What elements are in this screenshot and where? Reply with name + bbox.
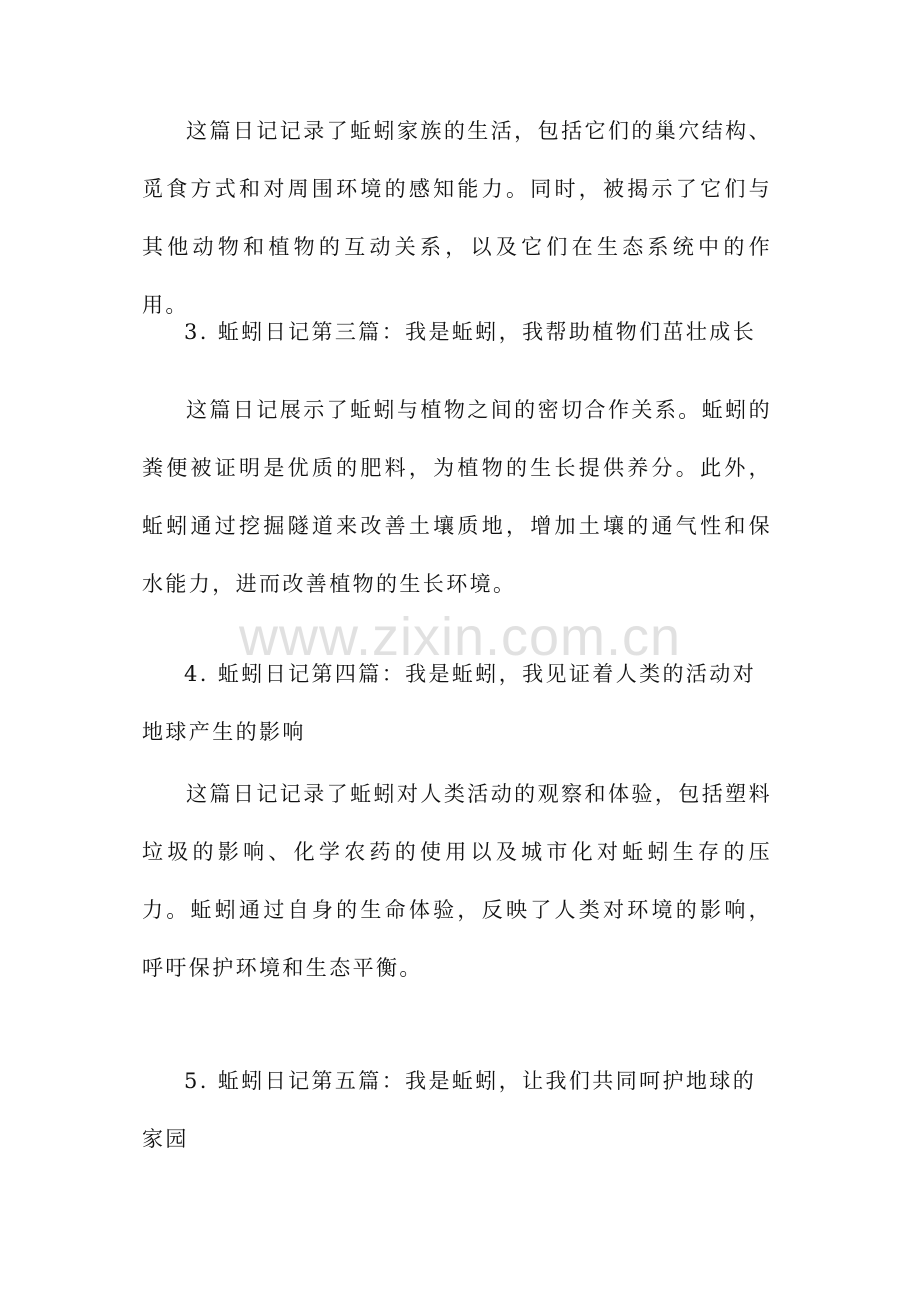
paragraph-plant-cooperation: 这篇日记展示了蚯蚓与植物之间的密切合作关系。蚯蚓的粪便被证明是优质的肥料，为植物的生长提供养分。此外，蚯蚓通过挖掘隧道来改善土壤质地，增加土壤的通气性和保水能力，进而改善植物的生长环境。 — [142, 398, 772, 596]
heading-diary-4: 4. 蚯蚓日记第四篇：我是蚯蚓，我见证着人类的活动对地球产生的影响 — [142, 662, 757, 744]
paragraph-human-impact: 这篇日记记录了蚯蚓对人类活动的观察和体验，包括塑料垃圾的影响、化学农药的使用以及城市化对蚯蚓生存的压力。蚯蚓通过自身的生命体验，反映了人类对环境的影响，呼吁保护环境和生态平衡。 — [142, 782, 772, 980]
heading-diary-3: 3. 蚯蚓日记第三篇：我是蚯蚓，我帮助植物们茁壮成长 — [184, 320, 757, 344]
watermark: www.zixin.com.cn — [238, 607, 682, 667]
paragraph-family-life: 这篇日记记录了蚯蚓家族的生活，包括它们的巢穴结构、觅食方式和对周围环境的感知能力。同时，被揭示了它们与其他动物和植物的互动关系，以及它们在生态系统中的作用。 — [142, 119, 772, 317]
heading-diary-5: 5. 蚯蚓日记第五篇：我是蚯蚓，让我们共同呵护地球的家园 — [142, 1069, 757, 1151]
